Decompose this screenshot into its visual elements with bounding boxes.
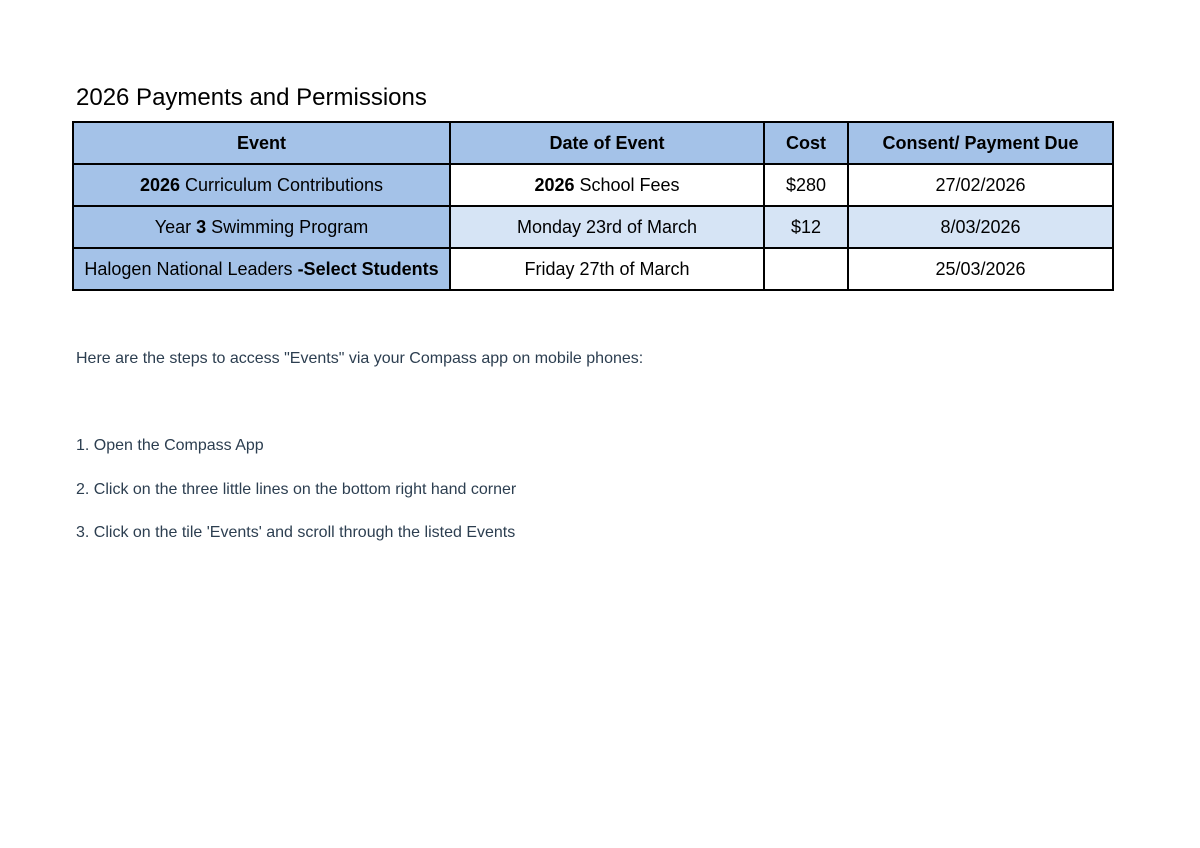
page-title: 2026 Payments and Permissions xyxy=(76,84,427,111)
header-consent-payment-due: Consent/ Payment Due xyxy=(848,122,1113,164)
payments-table xyxy=(72,121,1114,291)
event-name-suffix: Swimming Program xyxy=(206,216,369,237)
due-date-cell: 27/02/2026 xyxy=(848,164,1113,206)
date-cell xyxy=(450,164,764,206)
table-header-row xyxy=(73,122,1113,164)
event-year-level: 3 xyxy=(196,216,207,237)
table-row xyxy=(73,206,1113,248)
event-eligibility: -Select Students xyxy=(297,258,439,279)
instruction-step: 2. Click on the three little lines on the bottom right hand corner xyxy=(76,481,517,498)
table-row xyxy=(73,248,1113,290)
instructions-intro: Here are the steps to access "Events" via your Compass app on mobile phones: xyxy=(76,350,644,367)
event-name: Curriculum Contributions xyxy=(179,174,384,195)
header-date-of-event: Date of Event xyxy=(450,122,764,164)
date-text: School Fees xyxy=(574,174,680,195)
due-date-cell: 25/03/2026 xyxy=(848,248,1113,290)
cost-cell: $12 xyxy=(764,206,848,248)
event-cell xyxy=(73,248,450,290)
header-event: Event xyxy=(73,122,450,164)
date-year: 2026 xyxy=(534,174,575,195)
table-row xyxy=(73,164,1113,206)
instruction-step: 1. Open the Compass App xyxy=(76,437,264,454)
event-name-prefix: Year xyxy=(154,216,197,237)
instruction-step: 3. Click on the tile 'Events' and scroll through the listed Events xyxy=(76,524,516,541)
cost-cell xyxy=(764,248,848,290)
header-cost: Cost xyxy=(764,122,848,164)
due-date-cell: 8/03/2026 xyxy=(848,206,1113,248)
cost-cell: $280 xyxy=(764,164,848,206)
date-cell: Friday 27th of March xyxy=(450,248,764,290)
event-cell xyxy=(73,164,450,206)
event-cell xyxy=(73,206,450,248)
event-name: Halogen National Leaders xyxy=(84,258,298,279)
event-year: 2026 xyxy=(139,174,180,195)
date-cell: Monday 23rd of March xyxy=(450,206,764,248)
